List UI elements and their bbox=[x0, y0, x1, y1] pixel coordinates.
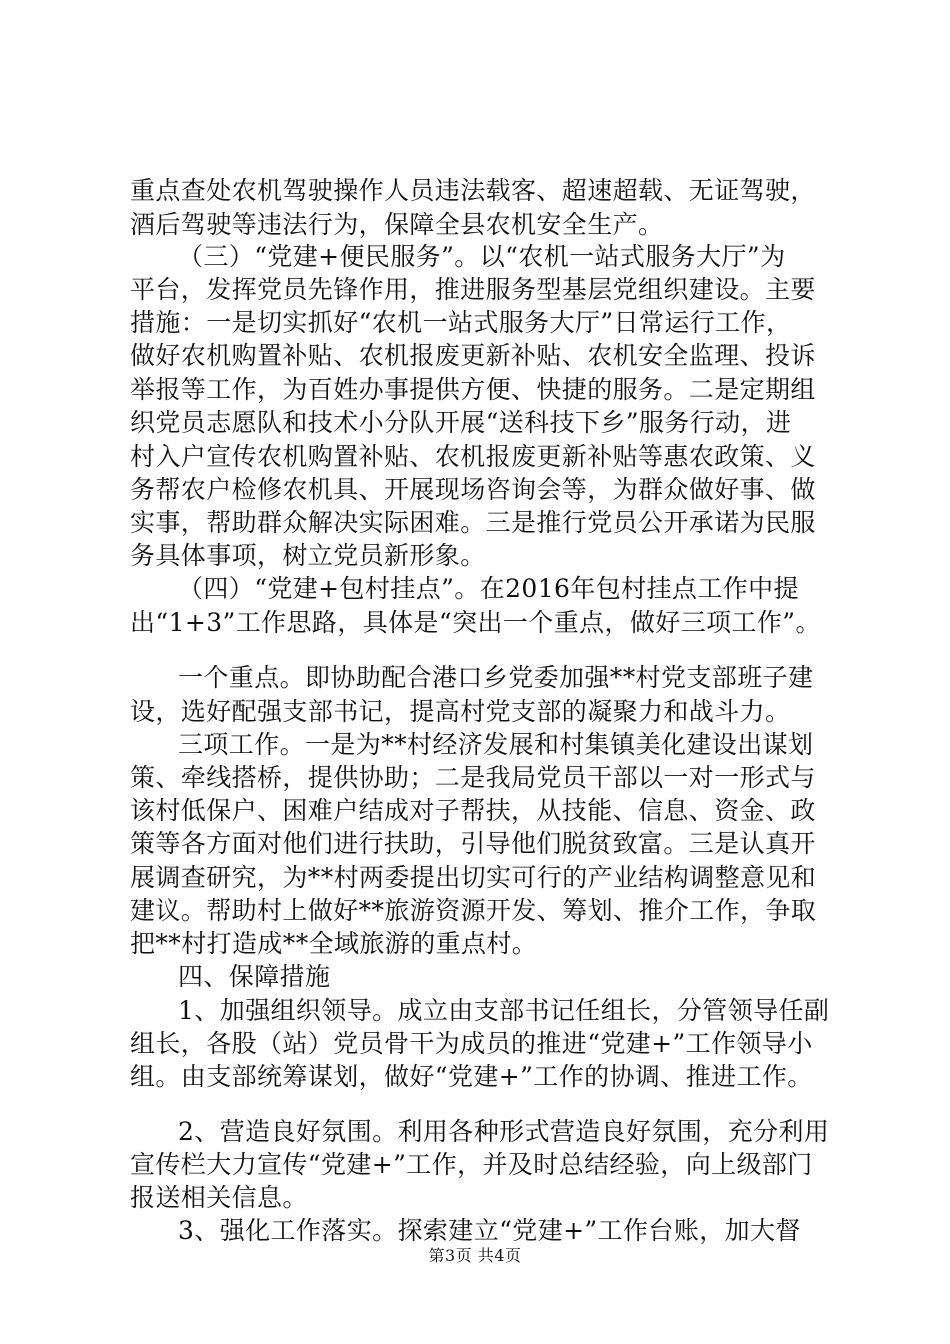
text-line: 设，选好配强支部书记，提高村党支部的凝聚力和战斗力。 bbox=[130, 697, 791, 726]
text-line: 务具体事项，树立党员新形象。 bbox=[130, 541, 486, 570]
page-number-footer: 第3页 共4页 bbox=[428, 1246, 522, 1265]
text-line: 报送相关信息。 bbox=[130, 1183, 308, 1212]
text-line: 1、加强组织领导。成立由支部书记任组长，分管领导任副 bbox=[178, 996, 830, 1025]
text-line: 村入户宣传农机购置补贴、农机报废更新补贴等惠农政策、义 bbox=[130, 442, 816, 471]
text-line: 三项工作。一是为**村经济发展和村集镇美化建设出谋划 bbox=[178, 730, 814, 759]
text-line: 出“1+3”工作思路，具体是“突出一个重点，做好三项工作”。 bbox=[130, 608, 821, 637]
text-line: 策等各方面对他们进行扶助，引导他们脱贫致富。三是认真开 bbox=[130, 829, 816, 858]
text-line: 实事，帮助群众解决实际困难。三是推行党员公开承诺为民服 bbox=[130, 508, 816, 537]
text-line: 做好农机购置补贴、农机报废更新补贴、农机安全监理、投诉 bbox=[130, 341, 816, 370]
section-heading: 四、保障措施 bbox=[178, 962, 331, 991]
text-line: 建议。帮助村上做好**旅游资源开发、筹划、推介工作，争取 bbox=[130, 896, 817, 925]
text-line: 策、牵线搭桥，提供协助；二是我局党员干部以一对一形式与 bbox=[130, 763, 816, 792]
text-line: 组。由支部统筹谋划，做好“党建+”工作的协调、推进工作。 bbox=[130, 1062, 813, 1091]
text-line: 宣传栏大力宣传“党建+”工作，并及时总结经验，向上级部门 bbox=[130, 1150, 813, 1179]
text-line: 3、强化工作落实。探索建立“党建+”工作台账，加大督 bbox=[178, 1216, 801, 1245]
text-line: 举报等工作，为百姓办事提供方便、快捷的服务。二是定期组 bbox=[130, 375, 816, 404]
text-line: 务帮农户检修农机具、开展现场咨询会等，为群众做好事、做 bbox=[130, 475, 816, 504]
text-line: 该村低保户、困难户结成对子帮扶，从技能、信息、资金、政 bbox=[130, 796, 816, 825]
text-line: 重点查处农机驾驶操作人员违法载客、超速超载、无证驾驶， bbox=[130, 176, 816, 205]
text-line: 措施：一是切实抓好“农机一站式服务大厅”日常运行工作， bbox=[130, 308, 792, 337]
text-line: 把**村打造成**全域旅游的重点村。 bbox=[130, 929, 538, 958]
text-line: （四）“党建+包村挂点”。在2016年包村挂点工作中提 bbox=[178, 574, 799, 603]
text-line: 酒后驾驶等违法行为，保障全县农机安全生产。 bbox=[130, 210, 664, 239]
text-line: （三）“党建+便民服务”。以“农机一站式服务大厅”为 bbox=[178, 242, 786, 271]
text-line: 2、营造良好氛围。利用各种形式营造良好氛围，充分利用 bbox=[178, 1117, 830, 1146]
text-line: 组长，各股（站）党员骨干为成员的推进“党建+”工作领导小 bbox=[130, 1029, 813, 1058]
text-line: 一个重点。即协助配合港口乡党委加强**村党支部班子建 bbox=[178, 663, 814, 692]
text-line: 展调查研究，为**村两委提出切实可行的产业结构调整意见和 bbox=[130, 863, 817, 892]
text-line: 织党员志愿队和技术小分队开展“送科技下乡”服务行动，进 bbox=[130, 408, 792, 437]
text-line: 平台，发挥党员先锋作用，推进服务型基层党组织建设。主要 bbox=[130, 275, 816, 304]
